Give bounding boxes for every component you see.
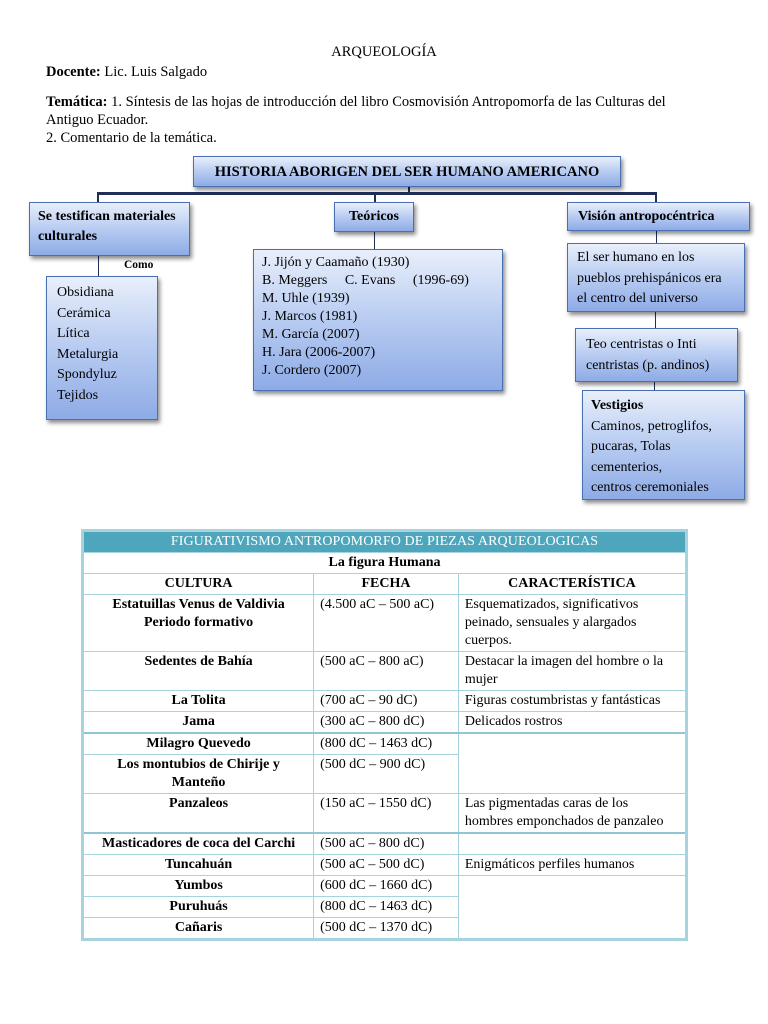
- right-box-2: Teo centristas o Inti centristas (p. andinos): [575, 328, 738, 382]
- fecha-cell: (4.500 aC – 500 aC): [314, 595, 459, 652]
- fecha-cell: (500 dC – 1370 dC): [314, 918, 459, 940]
- table-title: FIGURATIVISMO ANTROPOMORFO DE PIEZAS ARQUEOLOGICAS: [83, 531, 687, 553]
- right-box-3: [582, 390, 745, 500]
- tematica-label: Temática:: [46, 94, 108, 110]
- right-box-3-item: centros ceremoniales: [591, 480, 709, 495]
- caracteristica-cell: [458, 833, 686, 855]
- left-title-box: Se testifican materiales culturales: [29, 202, 190, 256]
- right-title-box: Visión antropocéntrica: [567, 202, 750, 231]
- fecha-cell: (500 dC – 900 dC): [314, 755, 459, 794]
- right-box-3-item: cementerios,: [591, 459, 663, 475]
- left-drop-connector: [97, 192, 99, 202]
- page-title: ARQUEOLOGÍA: [331, 44, 437, 60]
- table-row: [83, 712, 687, 734]
- table-row: [83, 691, 687, 712]
- center-sub-connector: [374, 232, 375, 249]
- center-item: M. Uhle (1939): [262, 291, 350, 306]
- center-item: J. Jijón y Caamaño (1930): [262, 255, 410, 270]
- fecha-cell: (600 dC – 1660 dC): [314, 876, 459, 897]
- cultura-cell: Milagro Quevedo: [83, 733, 314, 755]
- cultura-cell: Yumbos: [83, 876, 314, 897]
- tematica-line2: Antiguo Ecuador.: [46, 112, 149, 128]
- center-item: J. Marcos (1981): [262, 309, 358, 324]
- fecha-cell: (300 aC – 800 dC): [314, 712, 459, 734]
- cultura-cell: Estatuillas Venus de Valdivia Periodo formativo: [83, 595, 314, 652]
- cultura-cell: Jama: [83, 712, 314, 734]
- right-box-3-title: Vestigios: [591, 398, 644, 413]
- docente-label: Docente:: [46, 64, 101, 80]
- caracteristica-cell: [458, 876, 686, 940]
- fecha-cell: (500 aC – 500 dC): [314, 855, 459, 876]
- caracteristica-cell: Enigmáticos perfiles humanos: [458, 855, 686, 876]
- center-drop-connector: [374, 192, 376, 202]
- fecha-cell: (800 dC – 1463 dC): [314, 897, 459, 918]
- right-drop-connector: [655, 192, 657, 202]
- column-header: CARACTERÍSTICA: [458, 574, 686, 595]
- left-sub-connector: [98, 256, 99, 276]
- cultura-cell: Panzaleos: [83, 794, 314, 834]
- caracteristica-cell: Destacar la imagen del hombre o la mujer: [458, 652, 686, 691]
- right-box-1: El ser humano en los pueblos prehispánicos era el centro del universo: [567, 243, 745, 312]
- cultura-cell: Cañaris: [83, 918, 314, 940]
- right-sub-connector-1: [656, 231, 657, 243]
- fecha-cell: (700 aC – 90 dC): [314, 691, 459, 712]
- table-row: [83, 833, 687, 855]
- right-box-3-item: Caminos, petroglifos,: [591, 418, 712, 434]
- branch-connector: [97, 192, 656, 195]
- caracteristica-cell: Esquematizados, significativos peinado, sensuales y alargados cuerpos.: [458, 595, 686, 652]
- left-item: Spondyluz: [57, 367, 117, 382]
- docente-value: Lic. Luis Salgado: [104, 64, 208, 80]
- caracteristica-cell: Figuras costumbristas y fantásticas: [458, 691, 686, 712]
- center-item: B. Meggers C. Evans (1996-69): [262, 273, 469, 288]
- caracteristica-cell: Las pigmentadas caras de los hombres emponchados de panzaleo: [458, 794, 686, 834]
- table-row: [83, 652, 687, 691]
- caracteristica-cell: Delicados rostros: [458, 712, 686, 734]
- cultura-cell: Masticadores de coca del Carchi: [83, 833, 314, 855]
- left-item: Metalurgia: [57, 346, 119, 362]
- cultura-cell: La Tolita: [83, 691, 314, 712]
- diagram-root-box: HISTORIA ABORIGEN DEL SER HUMANO AMERICANO: [193, 156, 621, 187]
- table-row: [83, 876, 687, 897]
- center-item: M. García (2007): [262, 327, 360, 342]
- fecha-cell: (500 aC – 800 aC): [314, 652, 459, 691]
- left-item: Tejidos: [57, 387, 99, 403]
- figurativismo-table: [81, 529, 688, 941]
- left-item: Cerámica: [57, 305, 111, 321]
- center-item: H. Jara (2006-2007): [262, 345, 376, 360]
- column-header: FECHA: [314, 574, 459, 595]
- column-header: CULTURA: [83, 574, 314, 595]
- cultura-cell: Los montubios de Chirije y Manteño: [83, 755, 314, 794]
- fecha-cell: (500 aC – 800 dC): [314, 833, 459, 855]
- left-connector-label: Como: [124, 259, 154, 271]
- center-item: J. Cordero (2007): [262, 363, 362, 378]
- center-items-box: [253, 249, 503, 391]
- tematica-line3: 2. Comentario de la temática.: [46, 130, 217, 146]
- fecha-cell: (800 dC – 1463 dC): [314, 733, 459, 755]
- tematica-block: [46, 93, 666, 147]
- table-row: [83, 794, 687, 834]
- table-row: [83, 855, 687, 876]
- cultura-cell: Tuncahuán: [83, 855, 314, 876]
- left-items-box: [46, 276, 158, 420]
- table-subtitle: La figura Humana: [83, 553, 687, 574]
- cultura-cell: Sedentes de Bahía: [83, 652, 314, 691]
- table-row: [83, 595, 687, 652]
- cultura-cell: Puruhuás: [83, 897, 314, 918]
- docente-line: [46, 64, 207, 81]
- right-sub-connector-2: [655, 312, 656, 328]
- caracteristica-cell: [458, 733, 686, 794]
- left-item: Obsidiana: [57, 285, 114, 300]
- tematica-line1: 1. Síntesis de las hojas de introducción del libro Cosmovisión Antropomorfa de las Culturas del: [111, 94, 666, 110]
- table-row: [83, 733, 687, 755]
- center-title-box: Teóricos: [334, 202, 414, 232]
- left-item: Lítica: [57, 326, 90, 341]
- right-box-3-item: pucaras, Tolas: [591, 439, 671, 454]
- right-sub-connector-3: [654, 382, 655, 390]
- fecha-cell: (150 aC – 1550 dC): [314, 794, 459, 834]
